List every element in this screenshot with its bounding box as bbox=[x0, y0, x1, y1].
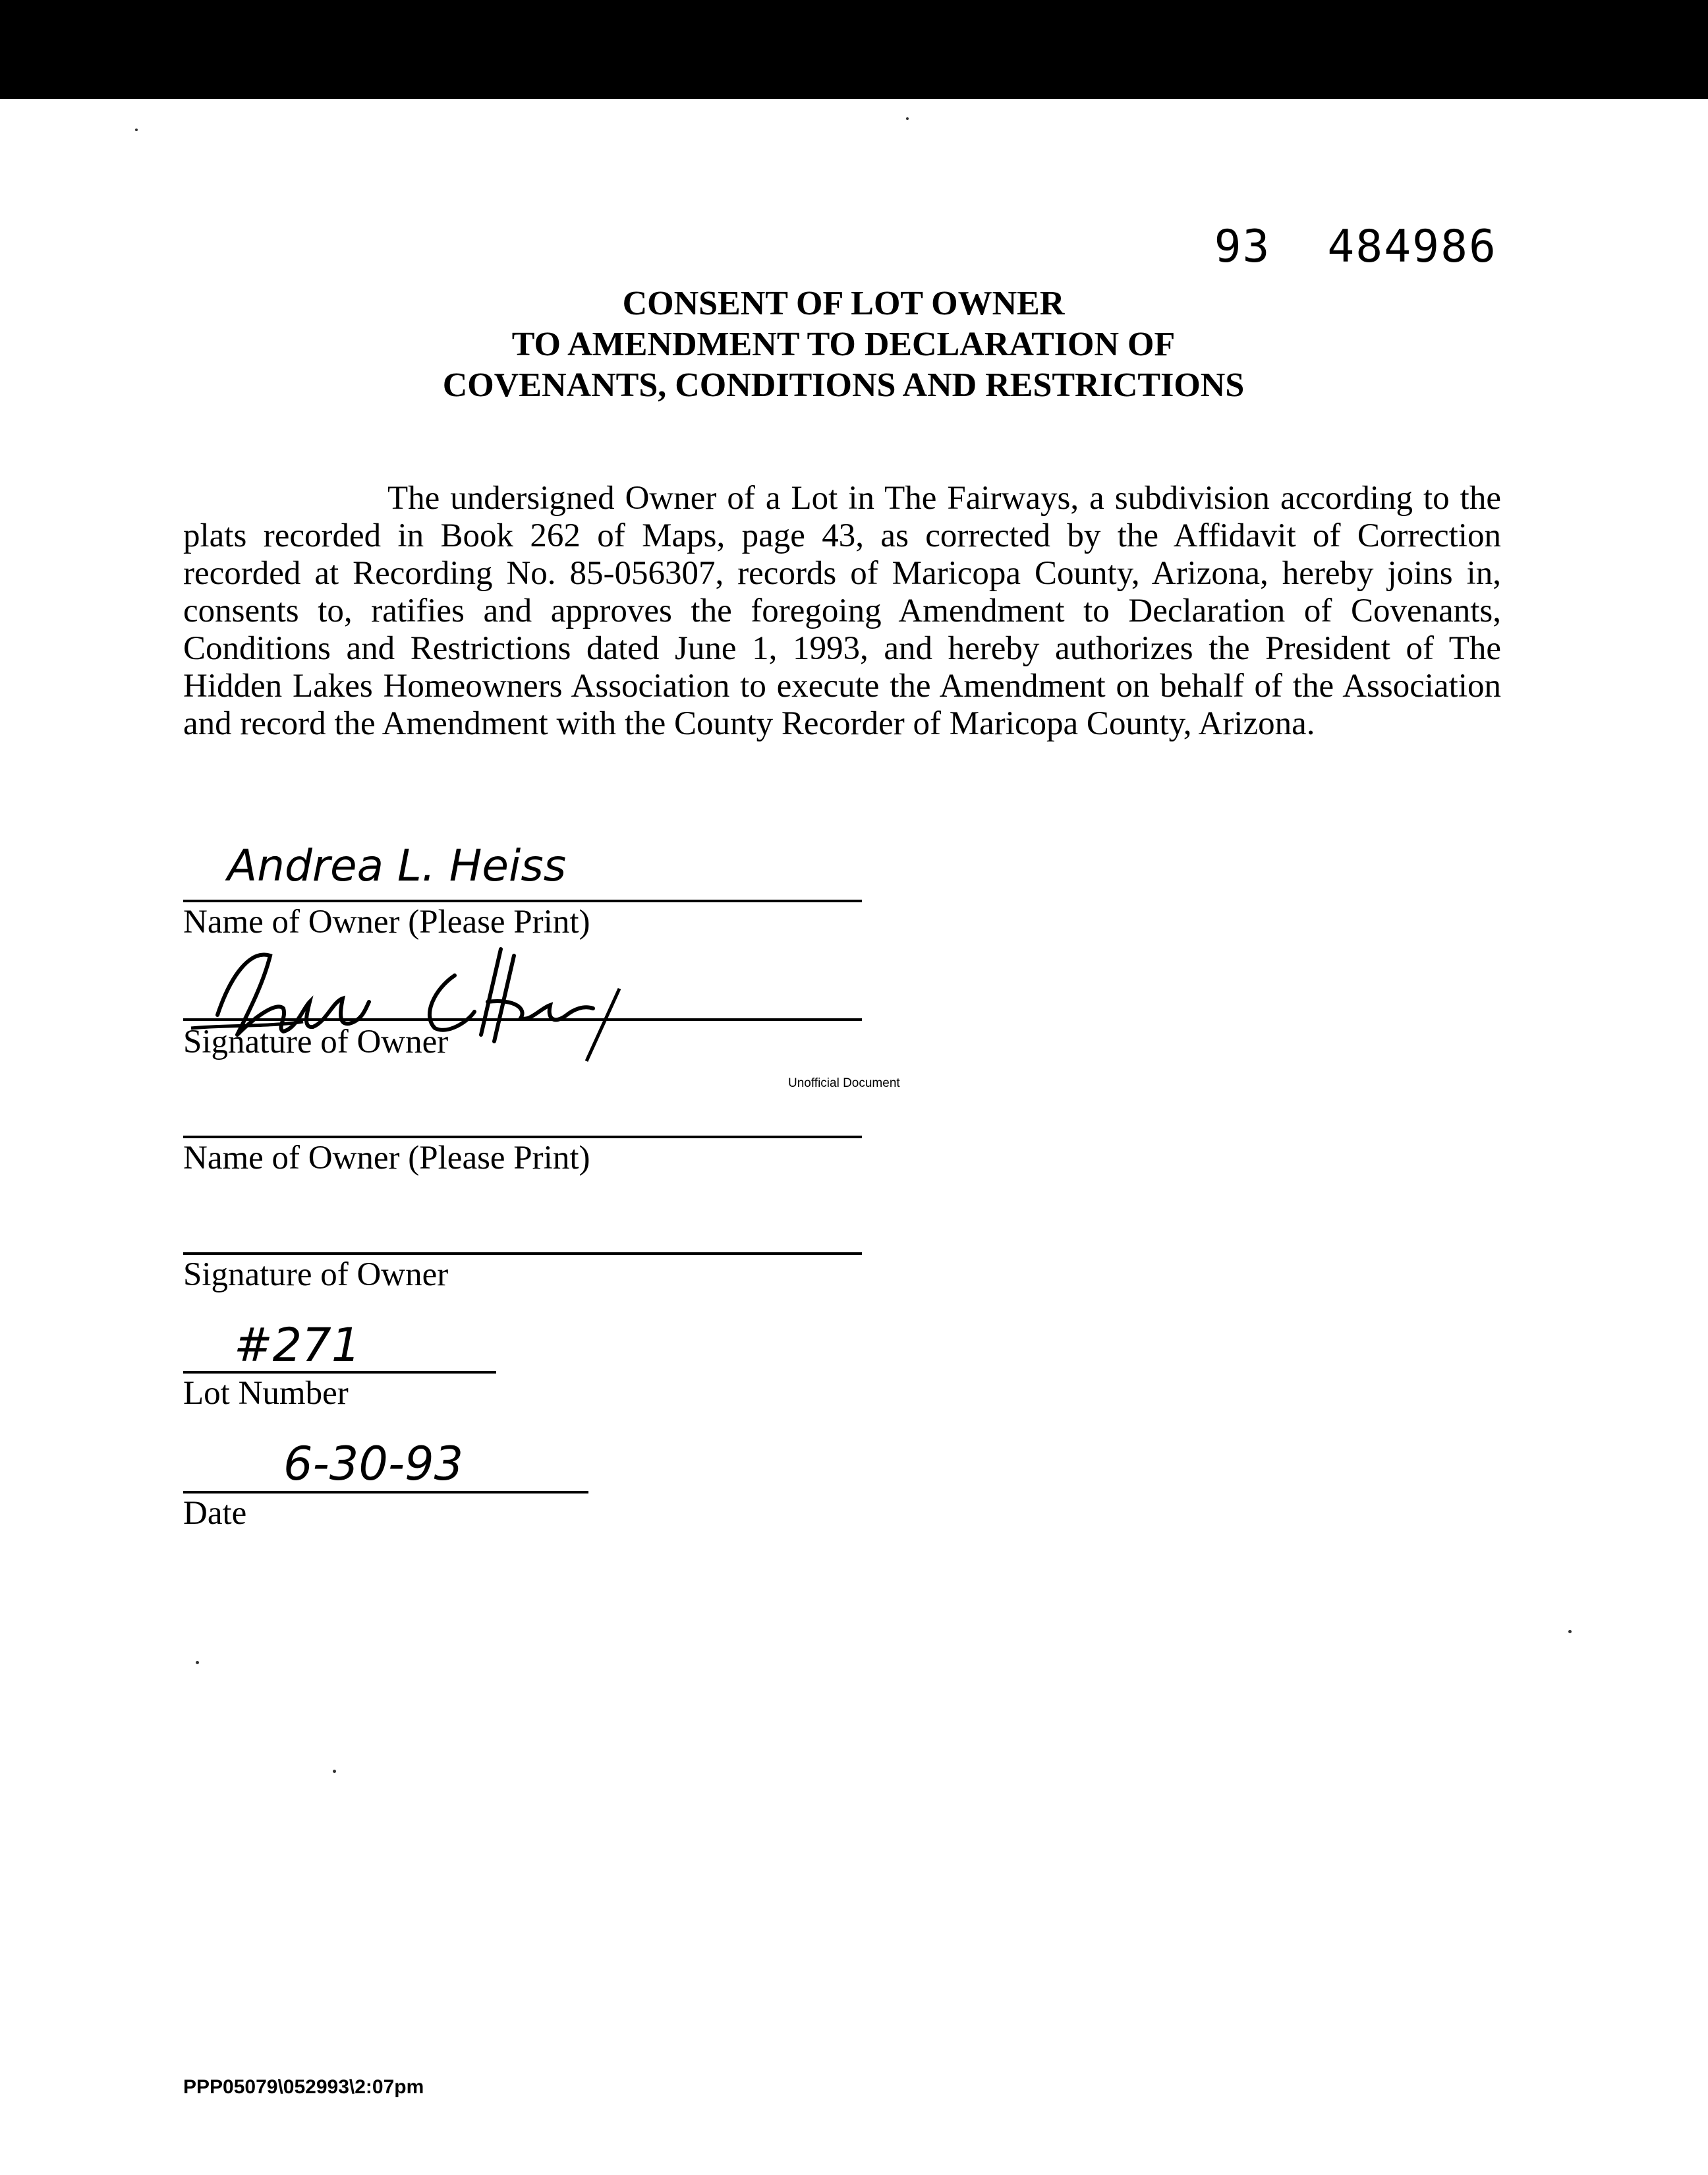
consent-paragraph: The undersigned Owner of a Lot in The Fairways, a subdivision according to the plats recorded in Book 262 of Maps, page 43, as corrected by the Affidavit of Correction recorded at Recording No. 85-056307, records of Maricopa County, Arizona, hereby joins in, consents to, ratifies and approves the foregoing Amendment to Declaration of Covenants, Conditions and Restrictions dated June 1, 1993, and hereby authorizes the President of The Hidden Lakes Homeowners Association to execute the Amendment on behalf of the Association and record the Amendment with the County Recorder of Maricopa County, Arizona. bbox=[183, 480, 1501, 742]
unofficial-watermark: Unofficial Document bbox=[788, 1076, 900, 1090]
owner1-name-label: Name of Owner (Please Print) bbox=[183, 904, 590, 941]
title-line-1: CONSENT OF LOT OWNER bbox=[622, 285, 1065, 322]
owner1-signature-label: Signature of Owner bbox=[183, 1024, 449, 1060]
lot-number-label: Lot Number bbox=[183, 1375, 349, 1412]
scan-top-border bbox=[0, 0, 1708, 112]
owner2-name-line bbox=[183, 1136, 862, 1138]
scan-speck bbox=[135, 129, 138, 131]
scan-speck bbox=[333, 1770, 336, 1773]
scan-speck bbox=[1568, 1630, 1572, 1633]
date-line bbox=[183, 1491, 588, 1494]
date-label: Date bbox=[183, 1495, 247, 1532]
owner1-signature-line bbox=[183, 1018, 862, 1021]
title-line-2: TO AMENDMENT TO DECLARATION OF bbox=[511, 326, 1176, 363]
footer-file-code: PPP05079\052993\2:07pm bbox=[183, 2076, 424, 2098]
owner1-name-line bbox=[183, 900, 862, 902]
recording-number: 93 484986 bbox=[1214, 221, 1497, 273]
lot-number-handwritten: #271 bbox=[234, 1318, 361, 1372]
owner2-signature-line bbox=[183, 1252, 862, 1255]
title-line-3: COVENANTS, CONDITIONS AND RESTRICTIONS bbox=[442, 366, 1245, 404]
document-title bbox=[0, 283, 1687, 406]
scan-speck bbox=[906, 117, 909, 120]
owner2-signature-label: Signature of Owner bbox=[183, 1256, 449, 1293]
owner1-name-handwritten: Andrea L. Heiss bbox=[227, 840, 567, 891]
owner2-name-label: Name of Owner (Please Print) bbox=[183, 1140, 590, 1176]
lot-number-line bbox=[183, 1371, 496, 1374]
scan-speck bbox=[196, 1661, 199, 1664]
date-handwritten: 6-30-93 bbox=[283, 1437, 464, 1491]
